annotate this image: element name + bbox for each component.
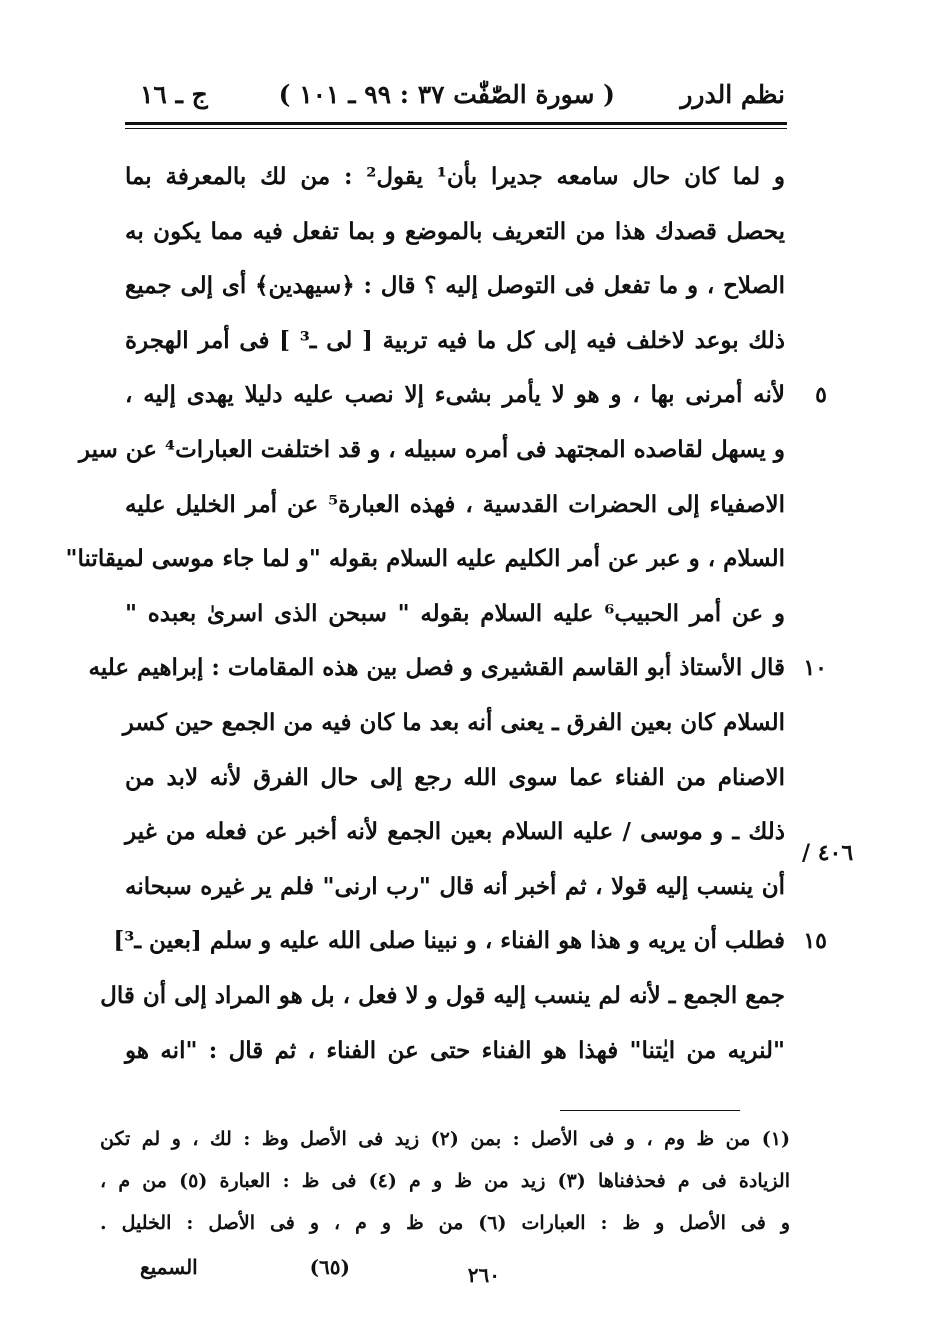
header-rule xyxy=(125,122,787,129)
footnote-line: الزيادة فى م فحذفناها (٣) زيد من ظ و م (٤) فى ظ : العبارة (٥) من م ، xyxy=(100,1170,790,1192)
line-number-15: ١٥ xyxy=(803,928,827,955)
text-line: و عن أمر الحبيب⁶ عليه السلام بقوله " سبحن الذى اسرىٰ بعبده " xyxy=(125,599,785,627)
line-number-5: ٥ xyxy=(815,382,827,409)
catchword: السميع xyxy=(140,1255,198,1279)
text-line: السلام ، و عبر عن أمر الكليم عليه السلام بقوله "و لما جاء موسى لميقاتنا" xyxy=(65,545,785,573)
text-line: و لما كان حال سامعه جديرا بأن¹ يقول² : من لك بالمعرفة بما xyxy=(125,163,785,190)
signature-mark: (٦٥) xyxy=(309,1255,350,1279)
text-line: السلام كان بعين الفرق ـ يعنى أنه بعد ما كان فيه من الجمع حين كسر xyxy=(122,708,785,736)
text-line: ذلك ـ و موسى / عليه السلام بعين الجمع لأنه أخبر عن فعله من غير xyxy=(125,818,785,846)
text-line-content: فطلب أن يريه و هذا هو الفناء ، و نبينا صلى الله عليه و سلم [بعين ـ³] xyxy=(113,927,785,955)
text-line-10 xyxy=(88,641,827,696)
footnote-line: و فى الأصل و ظ : العبارات (٦) من ظ و م ، و فى الأصل : الخليل . xyxy=(100,1212,790,1234)
text-line-5 xyxy=(125,368,827,423)
text-line: الاصفياء إلى الحضرات القدسية ، فهذه العبارة⁵ عن أمر الخليل عليه xyxy=(125,490,785,518)
line-number-10: ١٠ xyxy=(803,655,827,682)
text-line: الصلاح ، و ما تفعل فى التوصل إليه ؟ قال : ﴿سيهدين﴾ أى إلى جميع xyxy=(125,272,785,300)
text-line-15 xyxy=(113,914,827,969)
manuscript-folio-marker: ٤٠٦ / xyxy=(802,840,854,866)
page-header xyxy=(125,70,785,120)
text-line: جمع الجمع ـ لأنه لم ينسب إليه قول و لا فعل ، بل هو المراد إلى أن قال xyxy=(100,981,785,1009)
footnotes xyxy=(100,1118,790,1244)
text-line-content: لأنه أمرنى بها ، و هو لا يأمر بشىء إلا نصب عليه دليلا يهدى إليه ، xyxy=(125,381,785,409)
text-line: و يسهل لقاصده المجتهد فى أمره سبيله ، و قد اختلفت العبارات⁴ عن سير xyxy=(78,435,785,463)
page-footer xyxy=(100,1255,790,1295)
body-text xyxy=(65,150,827,1078)
text-line: الاصنام من الفناء عما سوى الله رجع إلى حال الفرق لأنه لابد من xyxy=(125,763,785,791)
text-line: أن ينسب إليه قولا ، ثم أخبر أنه قال "رب ارنى" فلم ير غيره سبحانه xyxy=(125,872,785,900)
page-number: ٢٦٠ xyxy=(467,1263,500,1287)
text-line-content: قال الأستاذ أبو القاسم القشيرى و فصل بين هذه المقامات : إبراهيم عليه xyxy=(88,654,785,682)
book-title: نظم الدرر xyxy=(680,80,785,109)
text-line: يحصل قصدك هذا من التعريف بالموضع و بما تفعل فيه مما يكون به xyxy=(125,217,785,245)
text-line: ذلك بوعد لاخلف فيه إلى كل ما فيه تربية [ لى ـ³ ] فى أمر الهجرة xyxy=(125,326,785,354)
volume-number: ج ـ ١٦ xyxy=(140,80,208,109)
footnote-line: (١) من ظ وم ، و فى الأصل : بمن (٢) زيد فى الأصل وظ : لك ، و لم تكن xyxy=(100,1128,790,1150)
footnote-separator xyxy=(560,1110,740,1111)
surah-reference: ( سورة الصّٰفّٰت ٣٧ : ٩٩ ـ ١٠١ ) xyxy=(278,80,615,109)
text-line: "لنريه من ايٰتنا" فهذا هو الفناء حتى عن الفناء ، ثم قال : "انه هو xyxy=(125,1036,785,1064)
